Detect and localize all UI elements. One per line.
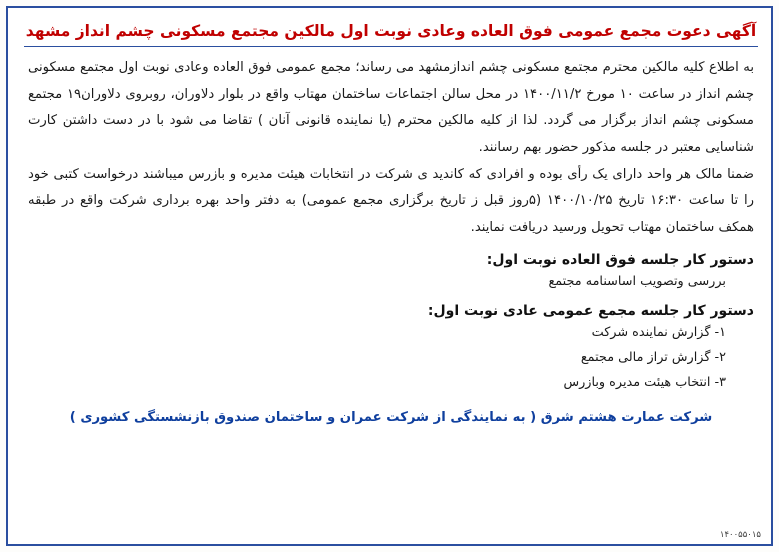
paragraph-1: به اطلاع کلیه مالکین محترم مجتمع مسکونی چشم اندازمشهد می رساند؛ مجمع عمومی فوق العاده وعادی نوبت اول مجتمع مسکونی چشم انداز در ساعت ۱۰ مورخ ۱۴۰۰/۱۱/۲ در محل سالن اجتماعات ساختمان مهتاب واقع در بلوار دلاوران، روبروی دلاوران۱۹ مجتمع مسکونی چشم انداز برگزار می گردد. لذا از کلیه مالکین محترم (یا نماینده قانونی آنان ) تقاضا می شود با در دست داشتن کارت شناسایی معتبر در جلسه مذکور حضور بهم رسانند. — [28, 60, 754, 155]
document-content — [22, 16, 760, 536]
document-border-frame — [6, 6, 773, 546]
paragraph-2: ضمنا مالک هر واحد دارای یک رأی بوده و افرادی که کاندید ی شرکت در انتخابات هیئت مدیره و بازرس میباشند درخواست کتبی خود را تا ساعت ۱۶:۳۰ تاریخ ۱۴۰۰/۱۰/۲۵ (۵روز قبل ز تاریخ برگزاری مجمع عمومی) به دفتر واحد بهره برداری شرکت واقع در طبقه همکف ساختمان مهتاب تحویل ورسید دریافت نمایند. — [28, 166, 755, 235]
agenda-item: ۱- گزارش نماینده شرکت — [591, 325, 726, 341]
agenda-item: ۳- انتخاب هیئت مدیره وبازرس — [563, 375, 726, 391]
section-heading-extraordinary: دستور کار جلسه فوق العاده نوبت اول: — [486, 251, 754, 268]
issuer-footer: شرکت عمارت هشتم شرق ( به نمایندگی از شرکت عمران و ساختمان صندوق بازنشستگی کشوری ) — [69, 410, 713, 426]
section-line-extraordinary: بررسی وتصویب اساسنامه مجتمع — [548, 273, 726, 289]
section-heading-ordinary: دستور کار جلسه مجمع عمومی عادی نوبت اول: — [427, 303, 754, 320]
serial-number: ۱۴۰۰۵۵۰۱۵ — [719, 530, 761, 540]
agenda-list — [22, 321, 760, 396]
page-title: آگهی دعوت مجمع عمومی فوق العاده وعادی نوبت اول مالکین مجتمع مسکونی چشم انداز مشهد — [25, 22, 757, 40]
title-divider — [24, 46, 758, 47]
agenda-item: ۲- گزارش تراز مالی مجتمع — [580, 350, 726, 366]
